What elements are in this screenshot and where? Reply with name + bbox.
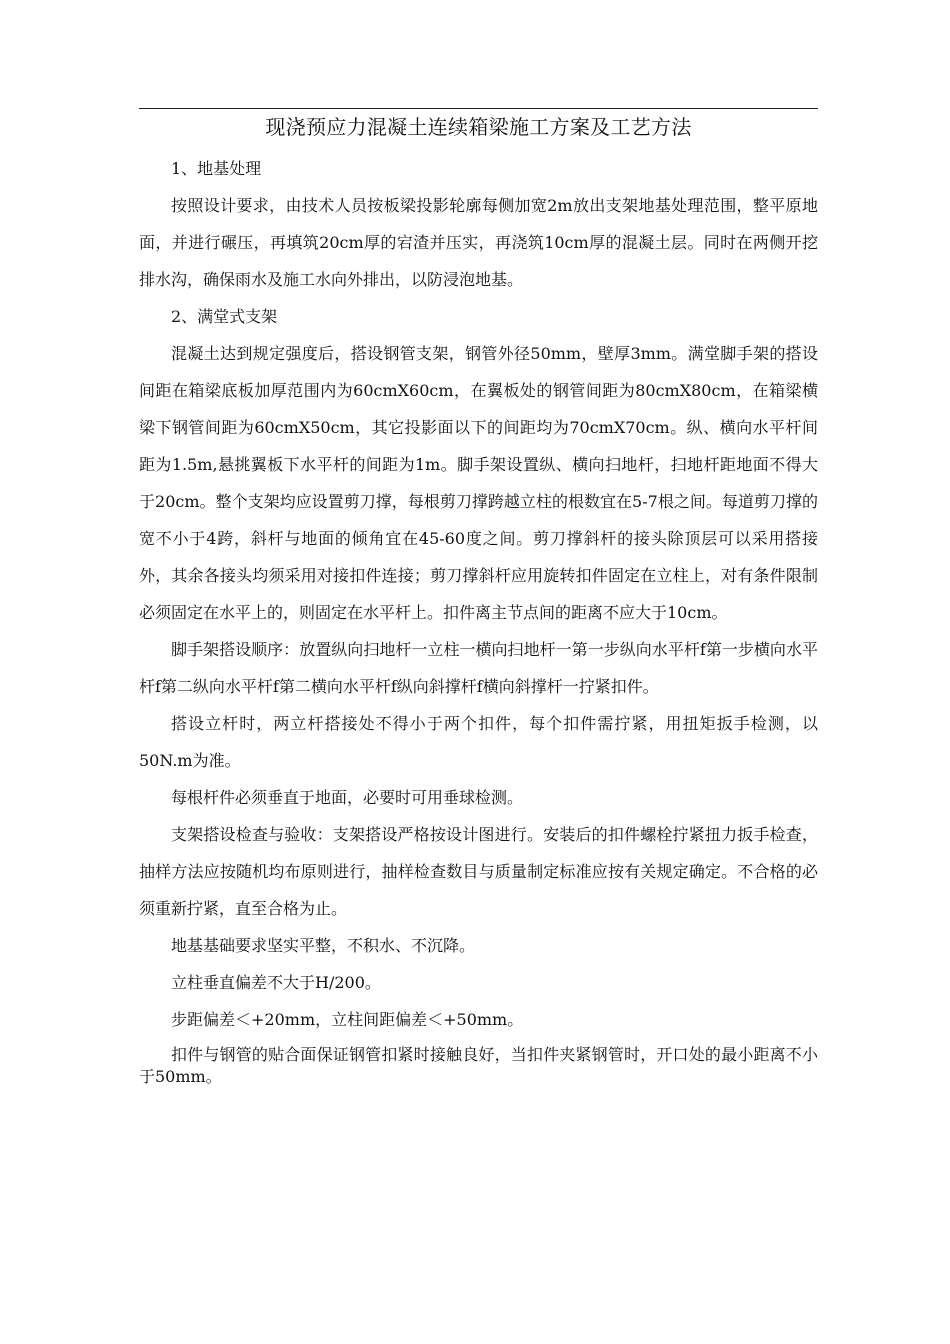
paragraph-erection-sequence: 脚手架搭设顺序：放置纵向扫地杆一立柱一横向扫地杆一第一步纵向水平杆f第一步横向水平杆f第二纵向水平杆f第二横向水平杆f纵向斜撑杆f横向斜撑杆一拧紧扣件。 xyxy=(139,640,818,696)
paragraph-foundation-requirement: 地基基础要求坚实平整，不积水、不沉降。 xyxy=(171,936,476,955)
section-heading-scaffold: 2、满堂式支架 xyxy=(171,307,278,326)
paragraph-pole-joints: 搭设立杆时，两立杆搭接处不得小于两个扣件，每个扣件需拧紧，用扭矩扳手检测，以50N.m为准。 xyxy=(139,714,818,770)
paragraph-foundation: 按照设计要求，由技术人员按板梁投影轮廓每侧加宽2m放出支架地基处理范围，整平原地面，并进行碾压，再填筑20cm厚的宕渣并压实，再浇筑10cm厚的混凝土层。同时在两侧开挖排水沟，确保雨水及施工水向外排出，以防浸泡地基。 xyxy=(139,196,818,289)
header-rule xyxy=(139,108,818,109)
section-heading-foundation: 1、地基处理 xyxy=(171,159,262,178)
paragraph-inspection: 支架搭设检查与验收：支架搭设严格按设计图进行。安装后的扣件螺栓拧紧扭力扳手检查，抽样方法应按随机均布原则进行，抽样检查数目与质量制定标准应按有关规定确定。不合格的必须重新拧紧，直至合格为止。 xyxy=(139,825,818,918)
paragraph-scaffold-spec: 混凝土达到规定强度后，搭设钢管支架，钢管外径50mm，壁厚3mm。满堂脚手架的搭设间距在箱梁底板加厚范围内为60cmX60cm，在翼板处的钢管间距为80cmX80cm，在箱梁横梁下钢管间距为60cmX50cm，其它投影面以下的间距均为70cmX70cm。纵、横向水平杆间距为1.5m,悬挑翼板下水平杆的间距为1m。脚手架设置纵、横向扫地杆，扫地杆距地面不得大于20cm。整个支架均应设置剪刀撑，每根剪刀撑跨越立柱的根数宜在5-7根之间。每道剪刀撑的宽不小于4跨，斜杆与地面的倾角宜在45-60度之间。剪刀撑斜杆的接头除顶层可以采用搭接外，其余各接头均须采用对接扣件连接；剪刀撑斜杆应用旋转扣件固定在立柱上，对有条件限制必须固定在水平上的，则固定在水平杆上。扣件离主节点间的距离不应大于10cm。 xyxy=(139,344,818,622)
paragraph-vertical-deviation: 立柱垂直偏差不大于H/200。 xyxy=(171,973,381,992)
paragraph-spacing-deviation: 步距偏差＜+20mm，立柱间距偏差＜+50mm。 xyxy=(171,1010,524,1029)
paragraph-vertical-check: 每根杆件必须垂直于地面，必要时可用垂球检测。 xyxy=(171,788,524,807)
paragraph-fastener-contact: 扣件与钢管的贴合面保证钢管扣紧时接触良好，当扣件夹紧钢管时，开口处的最小距离不小于50mm。 xyxy=(139,1045,818,1086)
document-body xyxy=(139,150,818,1088)
document-title: 现浇预应力混凝土连续箱梁施工方案及工艺方法 xyxy=(265,115,692,139)
